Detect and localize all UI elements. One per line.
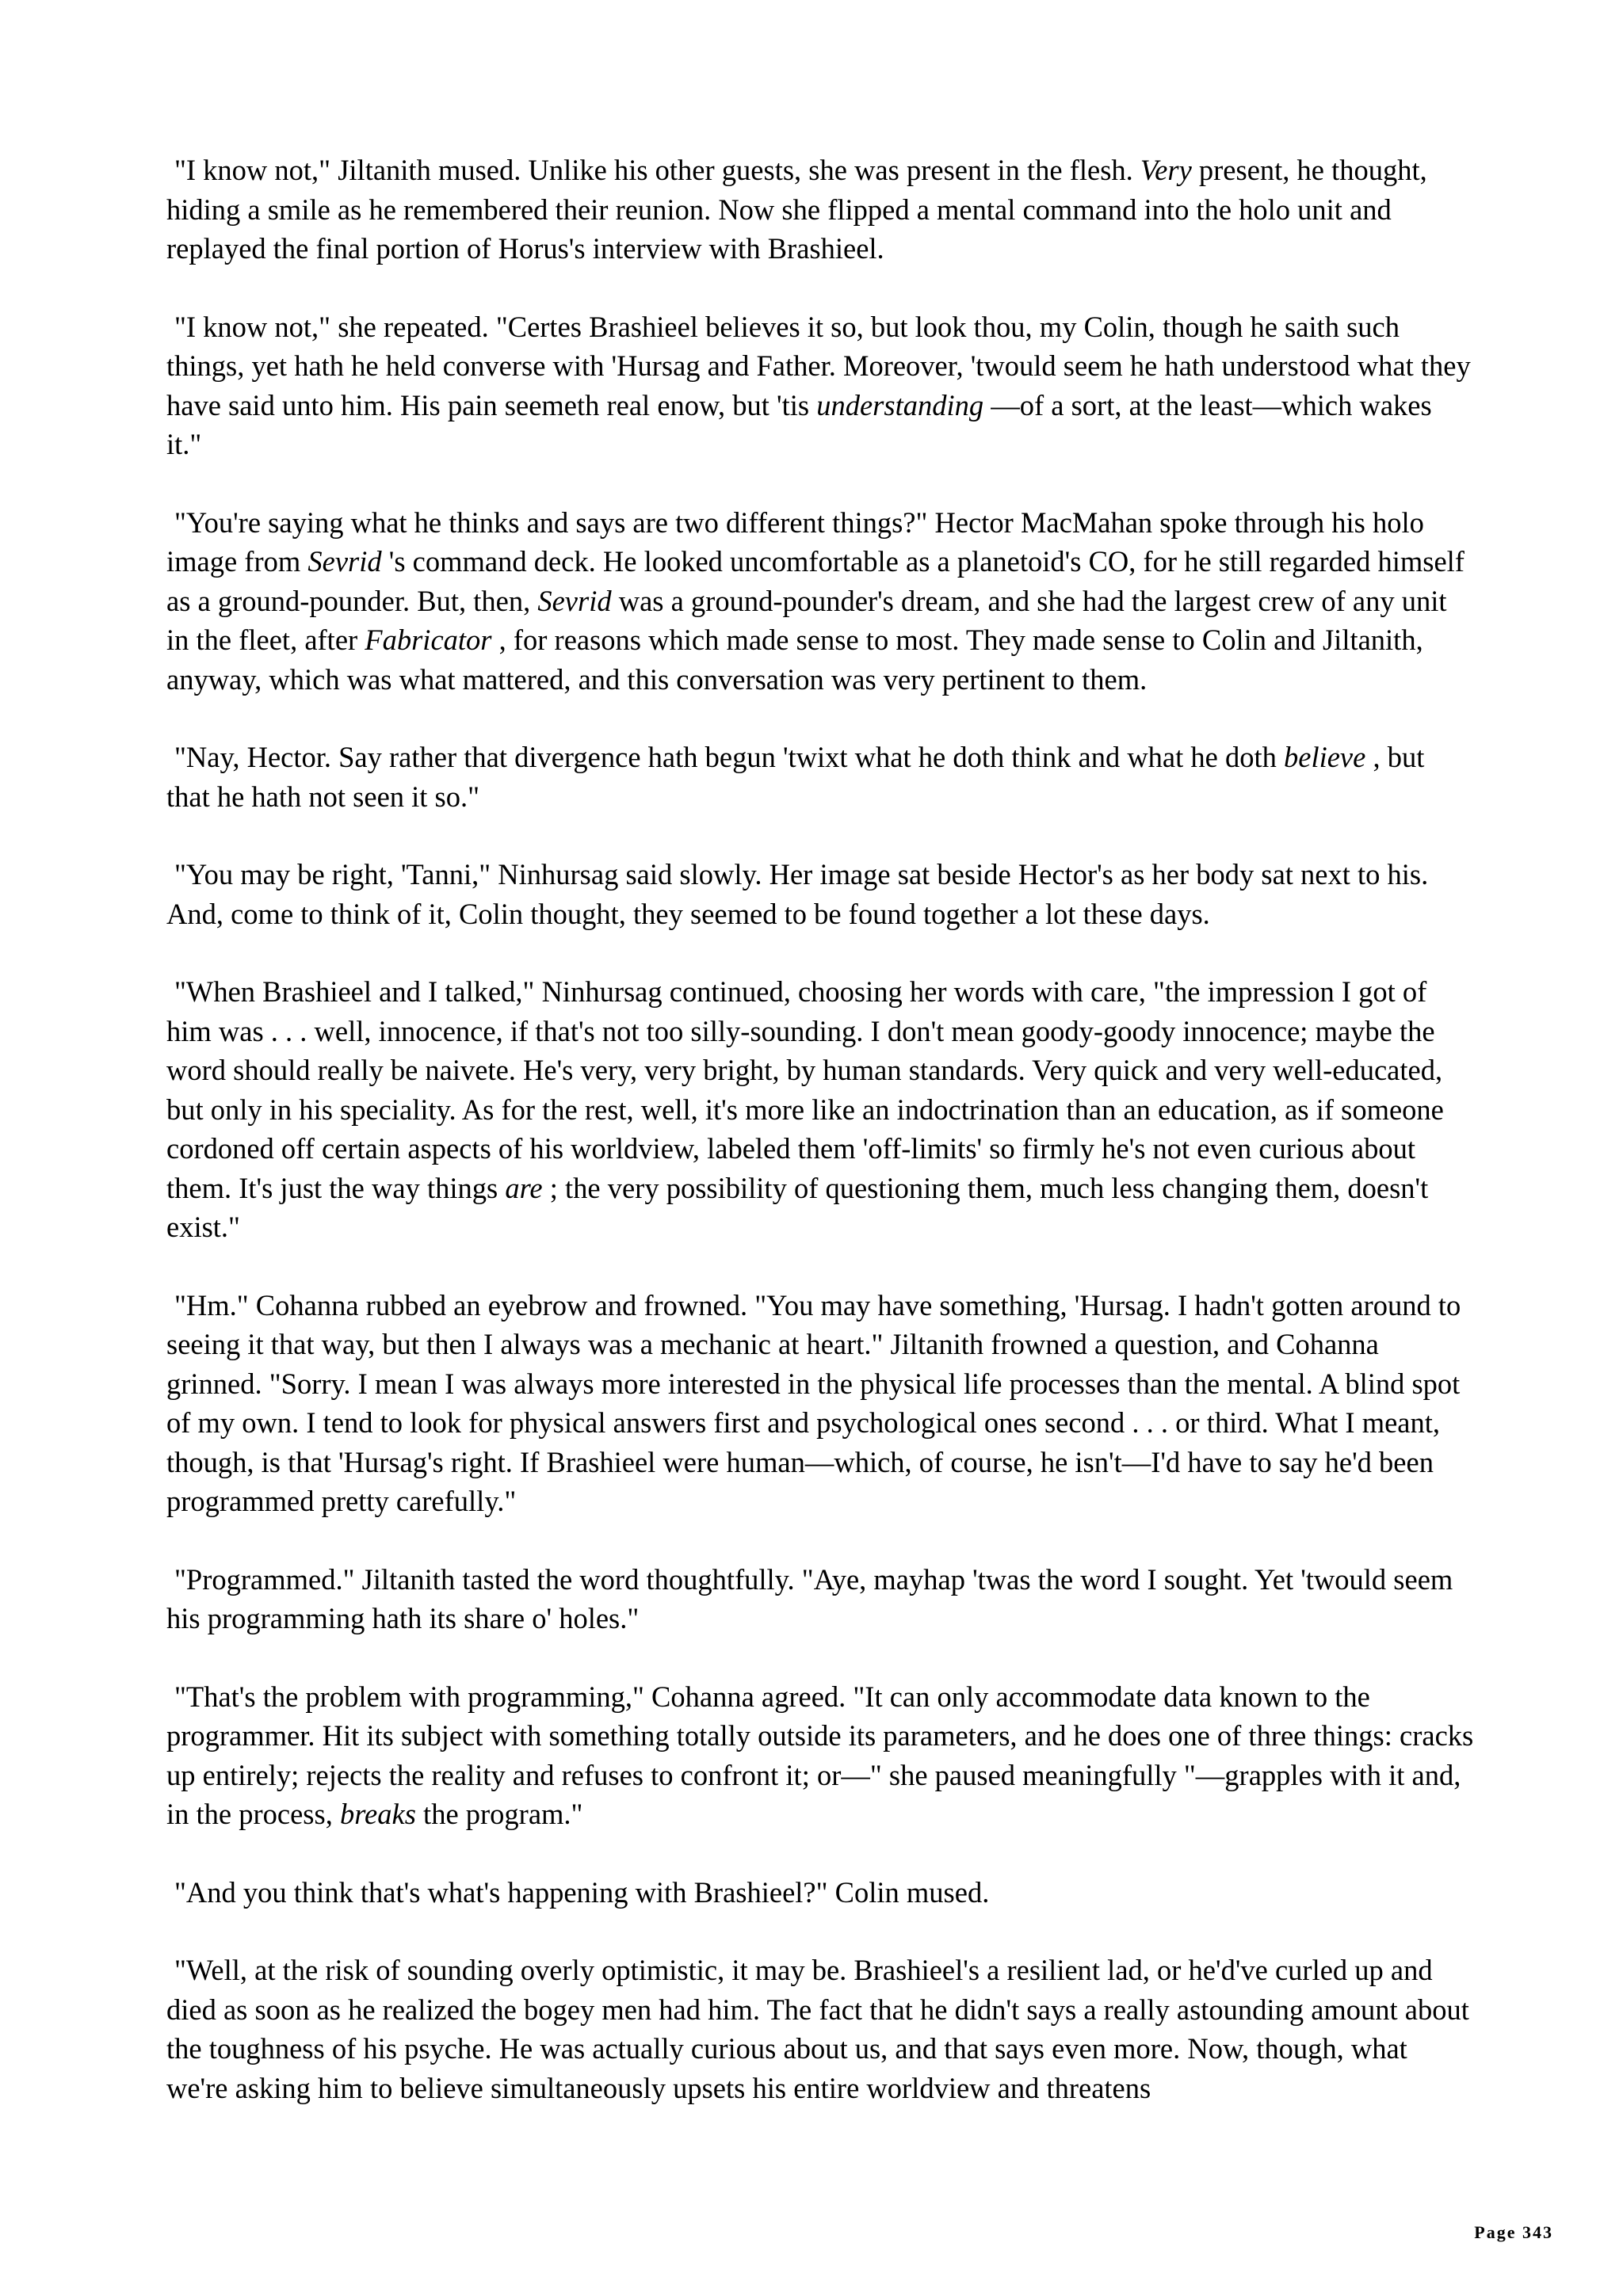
- paragraph: [166, 1560, 1474, 1638]
- page-number: Page 343: [1474, 2222, 1553, 2242]
- text-run: ; the very possibility of questioning them, much less changing them, doesn't exist.": [166, 1171, 1429, 1243]
- text-run: "That's the problem with programming," Cohanna agreed. "It can only accommodate data known to the programmer. Hit its subject with something totally outside its parameters, and he does one of three things: cracks up entirely; rejects the reality and refuses to confront it; or—" she paused meaningfully "—grapples with it and, in the process,: [166, 1680, 1474, 1830]
- italic-text: believe: [1284, 741, 1366, 773]
- italic-text: Fabricator: [365, 624, 492, 656]
- italic-text: breaks: [339, 1798, 416, 1830]
- text-run: "Programmed." Jiltanith tasted the word thoughtfully. "Aye, mayhap 'twas the word I sought. Yet 'twould seem his programming hath its share o' holes.": [166, 1562, 1453, 1634]
- text-run: "Well, at the risk of sounding overly optimistic, it may be. Brashieel's a resilient lad, or he'd've curled up and died as soon as he realized the bogey men had him. The fact that he didn't says a really astounding amount about the toughness of his psyche. He was actually curious about us, and that says even more. Now, though, what we're asking him to believe simultaneously upsets his entire worldview and threatens: [166, 1954, 1469, 2104]
- text-run: , for reasons which made sense to most. They made sense to Colin and Jiltanith, anyway, which was what mattered, and this conversation was very pertinent to them.: [166, 624, 1423, 696]
- paragraph: [166, 1677, 1474, 1834]
- paragraph: [166, 1873, 1474, 1913]
- text-run: "You're saying what he thinks and says are two different things?" Hector MacMahan spoke through his holo image from: [166, 505, 1424, 578]
- paragraph: [166, 503, 1474, 700]
- paragraph: [166, 307, 1474, 464]
- text-run: 's command deck. He looked uncomfortable as a planetoid's CO, for he still regarded himself as a ground-pounder. But, then,: [166, 545, 1465, 617]
- italic-text: are: [505, 1171, 543, 1204]
- italic-text: Very: [1140, 154, 1192, 186]
- text-run: was a ground-pounder's dream, and she had the largest crew of any unit in the fleet, after: [166, 584, 1447, 656]
- paragraph: [166, 151, 1474, 269]
- paragraph: [166, 972, 1474, 1247]
- italic-text: Sevrid: [307, 545, 382, 578]
- italic-text: understanding: [816, 388, 984, 421]
- text-run: , but that he hath not seen it so.": [166, 741, 1425, 813]
- italic-text: Sevrid: [537, 584, 612, 617]
- text-run: "You may be right, 'Tanni," Ninhursag said slowly. Her image sat beside Hector's as her body sat next to his. And, come to think of it, Colin thought, they seemed to be found together a lot these days.: [166, 858, 1429, 930]
- text-run: "Nay, Hector. Say rather that divergence hath begun 'twixt what he doth think and what he doth: [174, 741, 1284, 773]
- paragraph: [166, 1286, 1474, 1521]
- text-run: "And you think that's what's happening with Brashieel?" Colin mused.: [174, 1875, 990, 1909]
- text-run: "When Brashieel and I talked," Ninhursag continued, choosing her words with care, "the impression I got of him was . . . well, innocence, if that's not too silly-sounding. I don't mean goody-goody innocence; maybe the word should really be naivete. He's very, very bright, by human standards. Very quick and very well-educated, but only in his speciality. As for the rest, well, it's more like an indoctrination than an education, as if someone cordoned off certain aspects of his worldview, labeled them 'off-limits' so firmly he's not even curious about them. It's just the way things: [166, 975, 1444, 1204]
- text-run: "I know not," Jiltanith mused. Unlike his other guests, she was present in the flesh.: [174, 154, 1140, 186]
- text-run: the program.": [415, 1798, 583, 1830]
- paragraph: [166, 855, 1474, 933]
- text-run: "I know not," she repeated. "Certes Brashieel believes it so, but look thou, my Colin, though he saith such things, yet hath he held converse with 'Hursag and Father. Moreover, 'twould seem he hath understood what they have said unto him. His pain seemeth real enow, but 'tis: [166, 310, 1471, 421]
- text-run: "Hm." Cohanna rubbed an eyebrow and frowned. "You may have something, 'Hursag. I hadn't gotten around to seeing it that way, but then I always was a mechanic at heart." Jiltanith frowned a question, and Cohanna grinned. "Sorry. I mean I was always more interested in the physical life processes than the mental. A blind spot of my own. I tend to look for physical answers first and psychological ones second . . . or third. What I meant, though, is that 'Hursag's right. If Brashieel were human—which, of course, he isn't—I'd have to say he'd been programmed pretty carefully.": [166, 1288, 1461, 1517]
- paragraph: [166, 1951, 1474, 2107]
- text-run: —of a sort, at the least—which wakes it.": [166, 388, 1432, 460]
- paragraph: [166, 738, 1474, 816]
- text-run: present, he thought, hiding a smile as he remembered their reunion. Now she flipped a mental command into the holo unit and replayed the final portion of Horus's interview with Brashieel.: [166, 154, 1427, 265]
- document-body: [166, 151, 1474, 2146]
